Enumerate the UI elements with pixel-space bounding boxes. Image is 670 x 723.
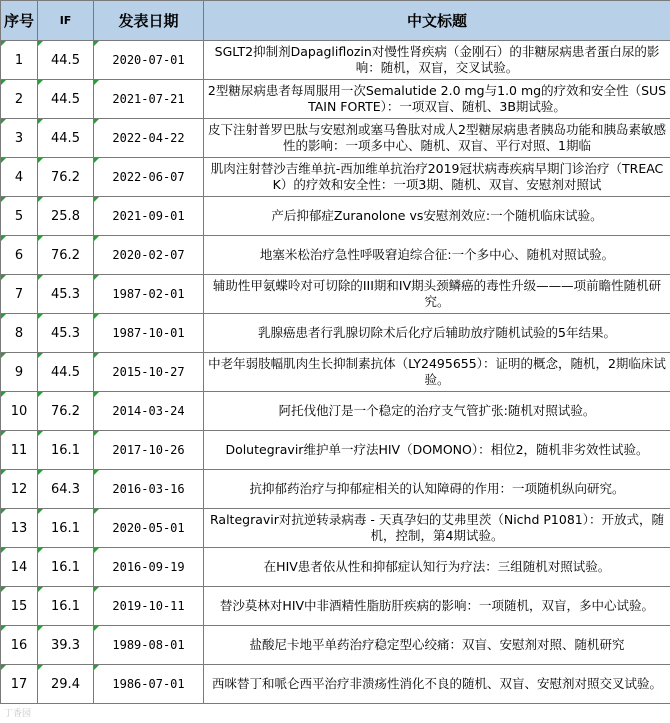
row-chinese-title: Dolutegravir维护单一疗法HIV（DOMONO）：相位2，随机非劣效性试验。 — [204, 431, 670, 470]
table-row — [1, 470, 670, 509]
row-publish-date: 2022-04-22 — [94, 119, 204, 158]
row-index: 16 — [1, 626, 38, 665]
header-publish-date: 发表日期 — [94, 1, 204, 41]
table-row — [1, 275, 670, 314]
row-chinese-title: 皮下注射普罗巴肽与安慰剂或塞马鲁肽对成人2型糖尿病患者胰岛功能和胰岛素敏感性的影响：一项多中心、随机、双盲、平行对照、1期临 — [204, 119, 670, 158]
row-impact-factor: 16.1 — [38, 548, 94, 587]
header-index: 序号 — [1, 1, 38, 41]
row-index: 1 — [1, 41, 38, 80]
row-publish-date: 2020-05-01 — [94, 509, 204, 548]
row-publish-date: 2020-02-07 — [94, 236, 204, 275]
row-impact-factor: 76.2 — [38, 158, 94, 197]
row-impact-factor: 16.1 — [38, 509, 94, 548]
row-publish-date: 1987-02-01 — [94, 275, 204, 314]
table-row — [1, 431, 670, 470]
row-chinese-title: 肌肉注射替沙吉维单抗-西加维单抗治疗2019冠状病毒疾病早期门诊治疗（TREACK）的疗效和安全性：一项3期、随机、双盲、安慰剂对照试 — [204, 158, 670, 197]
table-row — [1, 587, 670, 626]
row-chinese-title: 抗抑郁药治疗与抑郁症相关的认知障碍的作用：一项随机纵向研究。 — [204, 470, 670, 509]
row-publish-date: 2021-09-01 — [94, 197, 204, 236]
row-index: 10 — [1, 392, 38, 431]
row-impact-factor: 64.3 — [38, 470, 94, 509]
row-index: 8 — [1, 314, 38, 353]
row-impact-factor: 44.5 — [38, 353, 94, 392]
table-row — [1, 548, 670, 587]
row-chinese-title: Raltegravir对抗逆转录病毒 - 天真孕妇的艾弗里茨（Nichd P1081）：开放式，随机，控制，第4期试验。 — [204, 509, 670, 548]
row-chinese-title: SGLT2抑制剂Dapagliflozin对慢性肾疾病（金刚石）的非糖尿病患者蛋白尿的影响：随机，双盲，交叉试验。 — [204, 41, 670, 80]
row-impact-factor: 44.5 — [38, 80, 94, 119]
table-row — [1, 509, 670, 548]
table-row — [1, 392, 670, 431]
row-impact-factor: 45.3 — [38, 275, 94, 314]
row-index: 9 — [1, 353, 38, 392]
table-row — [1, 197, 670, 236]
row-chinese-title: 乳腺癌患者行乳腺切除术后化疗后辅助放疗随机试验的5年结果。 — [204, 314, 670, 353]
row-chinese-title: 在HIV患者依从性和抑郁症认知行为疗法：三组随机对照试验。 — [204, 548, 670, 587]
row-impact-factor: 44.5 — [38, 119, 94, 158]
row-index: 2 — [1, 80, 38, 119]
row-impact-factor: 76.2 — [38, 392, 94, 431]
row-chinese-title: 地塞米松治疗急性呼吸窘迫综合征:一个多中心、随机对照试验。 — [204, 236, 670, 275]
row-impact-factor: 44.5 — [38, 41, 94, 80]
table-row — [1, 236, 670, 275]
row-index: 5 — [1, 197, 38, 236]
row-impact-factor: 16.1 — [38, 587, 94, 626]
watermark-logo: 丁香园 — [4, 709, 32, 719]
row-publish-date: 2016-03-16 — [94, 470, 204, 509]
table-row — [1, 665, 670, 704]
row-chinese-title: 辅助性甲氨蝶呤对可切除的III期和IV期头颈鳞癌的毒性升级———项前瞻性随机研究。 — [204, 275, 670, 314]
row-chinese-title: 西咪替丁和哌仑西平治疗非溃疡性消化不良的随机、双盲、安慰剂对照交叉试验。 — [204, 665, 670, 704]
row-chinese-title: 产后抑郁症Zuranolone vs安慰剂效应:一个随机临床试验。 — [204, 197, 670, 236]
row-impact-factor: 76.2 — [38, 236, 94, 275]
table-row — [1, 158, 670, 197]
row-publish-date: 2020-07-01 — [94, 41, 204, 80]
row-index: 14 — [1, 548, 38, 587]
row-impact-factor: 39.3 — [38, 626, 94, 665]
row-impact-factor: 29.4 — [38, 665, 94, 704]
table-row — [1, 626, 670, 665]
row-publish-date: 2014-03-24 — [94, 392, 204, 431]
row-index: 6 — [1, 236, 38, 275]
row-publish-date: 2022-06-07 — [94, 158, 204, 197]
row-index: 7 — [1, 275, 38, 314]
row-index: 11 — [1, 431, 38, 470]
row-publish-date: 2017-10-26 — [94, 431, 204, 470]
row-publish-date: 2019-10-11 — [94, 587, 204, 626]
row-publish-date: 1987-10-01 — [94, 314, 204, 353]
table-row — [1, 80, 670, 119]
row-publish-date: 1989-08-01 — [94, 626, 204, 665]
row-chinese-title: 中老年弱肢幅肌肉生长抑制素抗体（LY2495655）：证明的概念，随机，2期临床试验。 — [204, 353, 670, 392]
table-row — [1, 41, 670, 80]
table-row — [1, 314, 670, 353]
row-impact-factor: 45.3 — [38, 314, 94, 353]
header-chinese-title: 中文标题 — [204, 1, 670, 41]
row-publish-date: 1986-07-01 — [94, 665, 204, 704]
row-publish-date: 2016-09-19 — [94, 548, 204, 587]
row-chinese-title: 2型糖尿病患者每周服用一次Semalutide 2.0 mg与1.0 mg的疗效和安全性（SUSTAIN FORTE）：一项双盲、随机、3B期试验。 — [204, 80, 670, 119]
row-chinese-title: 盐酸尼卡地平单药治疗稳定型心绞痛：双盲、安慰剂对照、随机研究 — [204, 626, 670, 665]
header-row — [1, 1, 670, 41]
row-chinese-title: 替沙莫林对HIV中非酒精性脂肪肝疾病的影响：一项随机，双盲，多中心试验。 — [204, 587, 670, 626]
row-publish-date: 2021-07-21 — [94, 80, 204, 119]
row-chinese-title: 阿托伐他汀是一个稳定的治疗支气管扩张:随机对照试验。 — [204, 392, 670, 431]
header-impact-factor: IF — [38, 1, 94, 41]
row-index: 3 — [1, 119, 38, 158]
row-index: 17 — [1, 665, 38, 704]
table-row — [1, 119, 670, 158]
table-row — [1, 353, 670, 392]
row-index: 12 — [1, 470, 38, 509]
row-impact-factor: 16.1 — [38, 431, 94, 470]
row-index: 15 — [1, 587, 38, 626]
row-index: 13 — [1, 509, 38, 548]
row-impact-factor: 25.8 — [38, 197, 94, 236]
row-index: 4 — [1, 158, 38, 197]
row-publish-date: 2015-10-27 — [94, 353, 204, 392]
